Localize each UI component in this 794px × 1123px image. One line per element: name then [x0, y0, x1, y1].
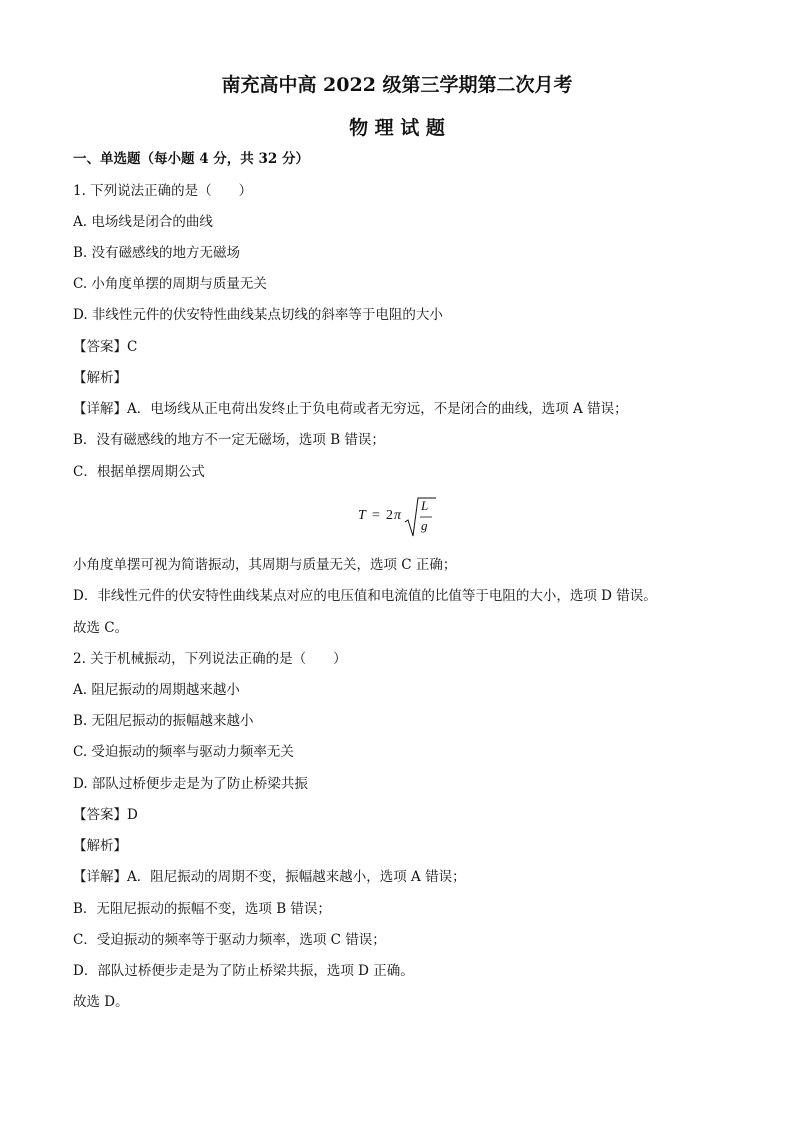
subject-title: 物 理 试 题 [349, 117, 445, 139]
question-2-option-d: D. 部队过桥便步走是为了防止桥梁共振 [73, 776, 308, 792]
formula-coefficient: 2 [386, 508, 393, 523]
question-1-stem: 1. 下列说法正确的是（ ） [73, 183, 253, 199]
question-2-detail-c: C．受迫振动的频率等于驱动力频率，选项 C 错误； [73, 932, 386, 948]
question-2-detail-a: 【详解】A．阻尼振动的周期不变，振幅越来越小，选项 A 错误； [73, 869, 466, 885]
question-2-option-a: A. 阻尼振动的周期越来越小 [73, 682, 240, 698]
question-2-answer: 【答案】D [73, 807, 138, 823]
question-2-detail-d: D．部队过桥便步走是为了防止桥梁共振，选项 D 正确。 [73, 963, 414, 979]
formula-numerator: L [421, 498, 429, 513]
question-1-detail-b: B．没有磁感线的地方不一定无磁场，选项 B 错误； [73, 432, 385, 448]
question-2-option-c: C. 受迫振动的频率与驱动力频率无关 [73, 744, 294, 760]
question-1-analysis: 【解析】 [73, 370, 127, 386]
question-2-stem: 2. 关于机械振动，下列说法正确的是（ ） [73, 651, 347, 667]
question-2-option-b: B. 无阻尼振动的振幅越来越小 [73, 713, 254, 729]
question-2-analysis: 【解析】 [73, 838, 127, 854]
question-1-detail-a: 【详解】A．电场线从正电荷出发终止于负电荷或者无穷远，不是闭合的曲线，选项 A 错误； [73, 401, 628, 417]
formula-equals: = [372, 508, 380, 523]
pendulum-period-formula [358, 496, 438, 540]
formula-pi: π [394, 508, 402, 523]
question-2-detail-b: B．无阻尼振动的振幅不变，选项 B 错误； [73, 901, 331, 917]
question-1-detail-c: C．根据单摆周期公式 [73, 464, 205, 480]
formula-denominator: g [421, 518, 428, 533]
question-1-answer: 【答案】C [73, 339, 138, 355]
question-1-detail-d: D．非线性元件的伏安特性曲线某点对应的电压值和电流值的比值等于电阻的大小，选项 D 错误。 [73, 588, 657, 604]
exam-title: 南充高中高 2022 级第三学期第二次月考 [221, 74, 573, 96]
question-1-option-a: A. 电场线是闭合的曲线 [73, 214, 213, 230]
question-1-detail-c2: 小角度单摆可视为简谐振动，其周期与质量无关，选项 C 正确； [73, 557, 457, 573]
question-1-conclusion: 故选 C。 [73, 620, 129, 636]
section-heading: 一、单选题（每小题 4 分，共 32 分） [73, 151, 309, 167]
question-2-conclusion: 故选 D。 [73, 994, 129, 1010]
question-1-option-b: B. 没有磁感线的地方无磁场 [73, 245, 241, 261]
formula-lhs: T [358, 508, 366, 523]
square-root-sign [404, 496, 436, 540]
question-1-option-d: D. 非线性元件的伏安特性曲线某点切线的斜率等于电阻的大小 [73, 307, 443, 323]
question-1-option-c: C. 小角度单摆的周期与质量无关 [73, 276, 267, 292]
